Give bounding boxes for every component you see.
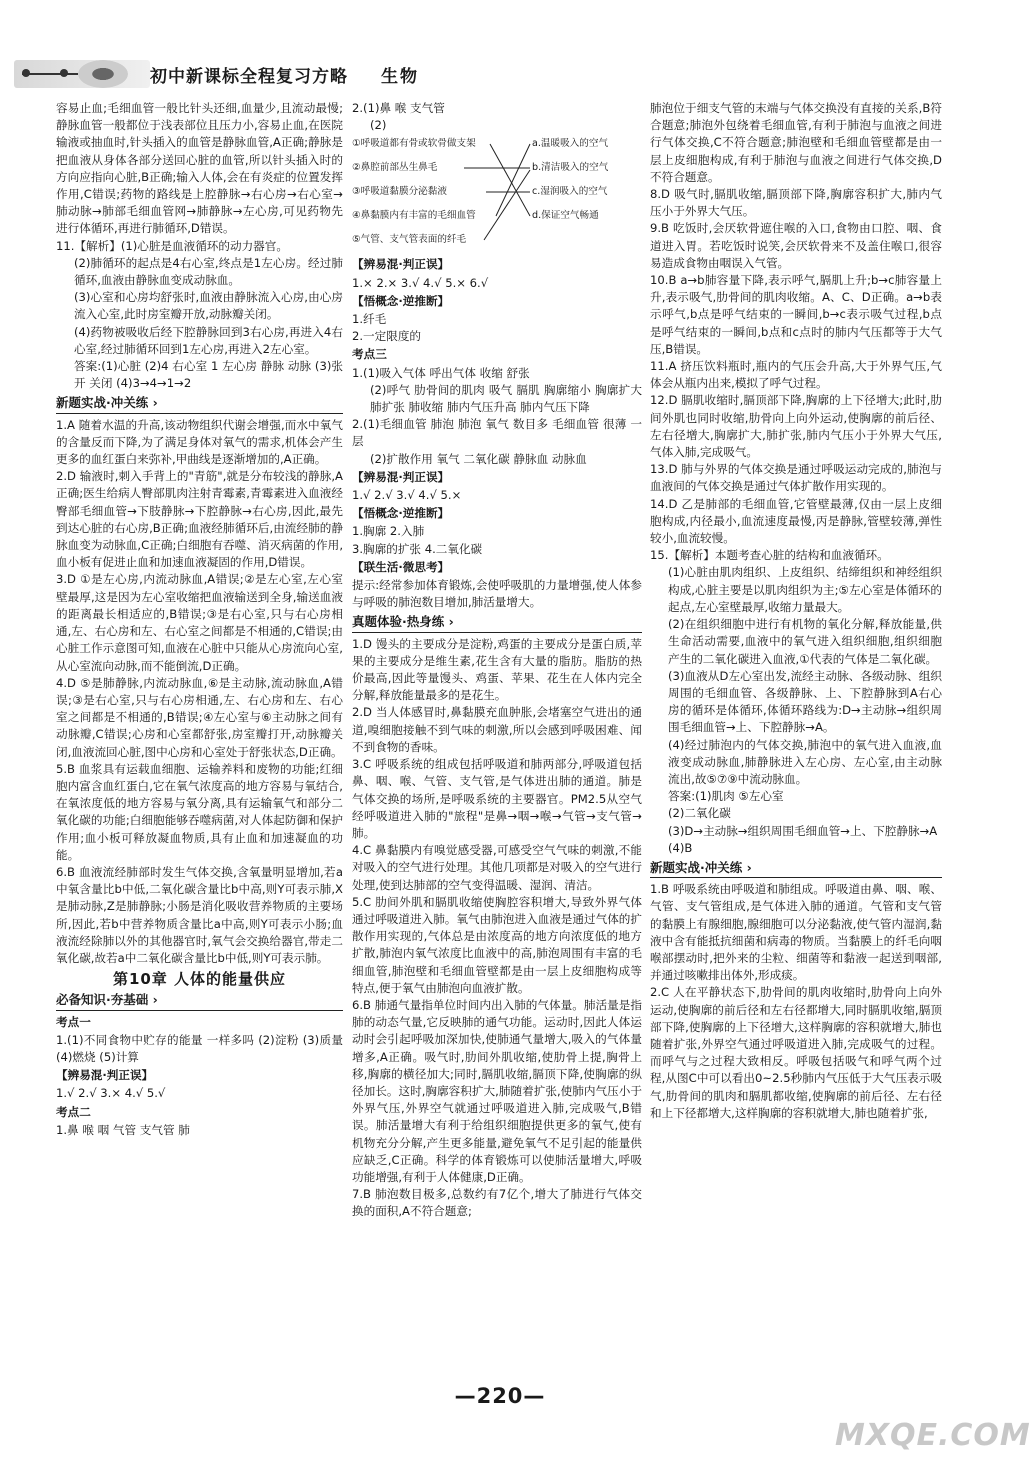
answer-text: (3)血液从D左心室出发,流经主动脉、各级动脉、组织周围的毛细血管、各级静脉、上、下腔静脉到A右心房的循环是体循环,体循环路线为:D→主动脉→组织周围毛细血管→上、下腔静脉→A。 [668,668,942,735]
answer-text: 2.D 当人体感冒时,鼻黏膜充血肿胀,会堵塞空气进出的通道,嗅细胞接触不到气味的刺激,所以会感到呼吸困难、闻不到食物的香味。 [352,705,642,754]
answer-text: (1)心脏由肌肉组织、上皮组织、结缔组织和神经组织构成,心脏主要是以肌肉组织为主;⑤左心室是体循环的起点,左心室壁最厚,收缩力量最大。 [668,565,942,614]
site-watermark: MXQE.COM [835,1418,1031,1453]
answer-text: 1.纤毛 [352,312,387,327]
match-line [496,144,530,216]
answer-text: 6.B 肺通气量指单位时间内出入肺的气体量。肺活量是指肺的动态气量,它反映肺的通气功能。运动时,因此人体运动时会引起呼吸加深加快,使肺通气量增大,吸入的气体量增多,A正确。吸气时,肋间外肌收缩,使肋骨上提,胸骨上移,胸廓的横径加大;同时,膈肌收缩,膈顶下降,使胸廓的纵径加长。这时,胸廓容积扩大,肺随着扩张,使肺内气压小于外界气压,外界空气就通过呼吸道进入肺,完成吸气,B错误。肺活量增大有利于给组织细胞提供更多的氧气,使有机物充分分解,产生更多能量,避免氧气不足引起的能量供应缺乏,C正确。科学的体育锻炼可以使肺活量增大,呼吸功能增强,有利于人体健康,D正确。 [352,997,642,1184]
answer-text: (2) [370,118,387,133]
answer-text: (4)经过肺泡内的气体交换,肺泡中的氧气进入血液,血液变成动脉血,肺静脉进入左心房、左心室,由主动脉流出,故⑤⑦⑨中流动脉血。 [668,737,942,786]
answer-text: 8.D 吸气时,膈肌收缩,膈顶部下降,胸廓容积扩大,肺内气压小于外界大气压。 [650,187,942,219]
answer-text: 2.一定限度的 [352,329,422,344]
answer-text: 3.D ①是左心房,内流动脉血,A错误;②是左心室,左心室壁最厚,这是因为左心室收缩把血液输送到全身,输送血液的距离最长相适应的,B错误;③是右心室,只与右心房相通,左、右心房和左、右心室之间都是不相通的,C错误;由心脏工作示意图可知,血液在心脏中只能从心房流向心室,从心室流向动脉,而不能倒流,D正确。 [56,572,343,673]
answer-text: 10.B a→b肺容量下降,表示呼气,膈肌上升;b→c肺容量上升,表示吸气,肋骨间的肌肉收缩。A、C、D正确。a→b表示呼气,b点是呼气结束的一瞬间,b→c表示吸气过程,b点是呼气结束的一瞬间,b点和c点时的肺内气压都等于大气压,B错误。 [650,273,942,356]
answer-text: 1.胸廓 2.入肺 [352,524,425,539]
answer-text: 5.C 肋间外肌和膈肌收缩使胸腔容积增大,导致外界气体通过呼吸道进入肺。氧气由肺泡进入血液是通过气体的扩散作用实现的,气体总是由浓度高的地方向浓度低的地方扩散,肺泡内氧气浓度比血液中的高,肺泡周围有丰富的毛细血管,肺泡壁和毛细血管壁都是由一层上皮细胞构成等特点,便于氧气由肺泡向血液扩散。 [352,894,642,995]
match-left-item: ③呼吸道黏膜分泌黏液 [352,186,447,198]
answer-text: (3)心室和心房均舒张时,血液由静脉流入心房,由心房流入心室,此时房室瓣开放,动脉瓣关闭。 [74,290,343,322]
match-left-item: ⑤气管、支气管表面的纤毛 [352,234,467,246]
answer-text: 1.D 馒头的主要成分是淀粉,鸡蛋的主要成分是蛋白质,苹果的主要成分是维生素,花生含有大量的脂肪。脂肪的热价最高,因此等量馒头、鸡蛋、苹果、花生在人体内完全分解,释放能量最多的是花生。 [352,636,642,703]
answer-text: 7.B 肺泡数目极多,总数约有7亿个,增大了肺进行气体交换的面积,A不符合题意; [352,1187,642,1219]
answer-text: 答案:(1)心脏 (2)4 右心室 1 左心房 静脉 动脉 (3)张开 关闭 (4)3→4→1→2 [74,359,343,391]
answer-text: (4)药物被吸收后经下腔静脉回到3右心房,再进入4右心室,经过肺循环回到1左心房,再进入2左心室。 [74,324,343,356]
answer-text: (4)B [668,840,693,855]
answer-text: (2)二氧化碳 [668,806,731,821]
answer-text: 4.C 鼻黏膜内有嗅觉感受器,可感受空气气味的刺激,不能对吸入的空气进行处理。其他几项都是对吸入的空气进行处理,使到达肺部的空气变得温暖、湿润、清洁。 [352,843,642,892]
header-dot [60,69,68,77]
book-logo-icon [78,60,128,88]
book-title: 初中新课标全程复习方略 [150,67,348,87]
subheading: 【悟概念·逆推断】 [352,506,450,521]
match-right-item: a.温暖吸入的空气 [532,138,609,150]
answer-text: 2.D 输液时,刺入手背上的"青筋",就是分布较浅的静脉,A正确;医生给病人臀部肌肉注射青霉素,青霉素进入血液经臀部毛细血管→下肢静脉→下腔静脉→右心房,因此,最先到达心脏的右心房,B正确;血液经肺循环后,由流经肺的静脉血变为动脉血,C正确;白细胞有吞噬、消灭病菌的作用,血小板有促进止血和加速血液凝固的作用,D错误。 [56,469,343,570]
subheading: 【辨易混·判正误】 [56,1068,154,1083]
answer-text: 容易止血;毛细血管一般比针头还细,血量少,且流动最慢;静脉血管一般都位于浅表部位且压力小,容易止血,在医院输液或抽血时,针头插入的血管是静脉血管,A正确;静脉是把血液从身体各部分送回心脏的血管,所以针头插入时的方向应指向心脏,B正确;输入人体,会在有炎症的位置发挥作用,C错误;药物的路线是上腔静脉→右心房→右心室→肺动脉→肺部毛细血管网→肺静脉→左心房,可见药物先进行体循环,再进行肺循环,D错误。 [56,101,343,236]
answer-text: (2)在组织细胞中进行有机物的氧化分解,释放能量,供生命活动需要,血液中的氧气进入组织细胞,组织细胞产生的二氧化碳进入血液,①代表的气体是二氧化碳。 [668,617,942,666]
answer-text: 2.C 人在平静状态下,肋骨间的肌肉收缩时,肋骨向上向外运动,使胸廓的前后径和左右径都增大,同时膈肌收缩,膈顶部下降,使胸廓的上下径增大,这样胸廓的容积就增大,肺也随着扩张,外界空气通过呼吸道进入肺,完成吸气的过程。而呼气与之过程大致相反。呼吸包括吸气和呼气两个过程,从图C中可以看出0~2.5秒肺内气压低于大气压表示吸气,肋骨间的肌肉和膈肌都收缩,使胸廓的前后径、左右径和上下径都增大,这样胸廓的容积就增大,肺也随着扩张, [650,985,942,1120]
section-heading: 真题体验·热身练 › [352,613,642,632]
match-right-item: b.清洁吸入的空气 [532,162,609,174]
answer-text: 3.C 呼吸系统的组成包括呼吸道和肺两部分,呼吸道包括鼻、咽、喉、气管、支气管,是气体进出肺的通道。肺是气体交换的场所,是呼吸系统的主要器官。PM2.5从空气经呼吸道进入肺的"旅程"是鼻→咽→喉→气管→支气管→肺。 [352,757,642,840]
header-line [22,73,78,75]
page-number: —220— [454,1384,546,1408]
answer-text: (3)D→主动脉→组织周围毛细血管→上、下腔静脉→A [668,823,938,838]
answer-text: 1.鼻 喉 咽 气管 支气管 肺 [56,1122,190,1137]
section-heading: 新题实战·冲关练 › [56,394,343,413]
page-header [0,0,1000,100]
match-line [484,170,530,240]
subheading: 【辨易混·判正误】 [352,469,450,484]
answer-text: 1.√ 2.√ 3.× 4.√ 5.√ [56,1086,166,1101]
column-left [56,100,343,1139]
answer-text: 11.【解析】(1)心脏是血液循环的动力器官。 [56,238,288,253]
subheading: 【辨易混·判正误】 [352,257,450,272]
matching-lines [352,136,642,254]
answer-text: 1.B 呼吸系统由呼吸道和肺组成。呼吸道由鼻、咽、喉、气管、支气管组成,是气体进入肺的通道。气管和支气管的黏膜上有腺细胞,腺细胞可以分泌黏液,使气管内湿润,黏液中含有能抵抗细菌和病毒的物质。当黏膜上的纤毛向咽喉部摆动时,把外来的尘粒、细菌等和黏液一起送到咽部,并通过咳嗽排出体外,形成痰。 [650,882,942,983]
answer-text: 4.D ⑤是肺静脉,内流动脉血,⑥是主动脉,流动脉血,A错误;③是右心室,只与右心房相通,左、右心房和左、右心室之间都是不相通的,B错误;④左心室与⑥主动脉之间有动脉瓣,C错误;心房和心室都舒张,房室瓣打开,动脉瓣关闭,血液流回心脏,图中心房和心室处于舒张状态,D正确。 [56,675,343,759]
match-left-item: ④鼻黏膜内有丰富的毛细血管 [352,210,476,222]
answer-text: 1.√ 2.√ 3.√ 4.√ 5.× [352,488,462,503]
matching-diagram [352,136,642,254]
answer-text: 11.A 挤压饮料瓶时,瓶内的气压会升高,大于外界气压,气体会从瓶内出来,模拟了呼气过程。 [650,359,942,391]
answer-text: 12.D 膈肌收缩时,膈顶部下降,胸廓的上下径增大;此时,肋间外肌也同时收缩,肋骨向上向外运动,使胸廓的前后径、左右径增大,胸廓扩大,肺扩张,肺内气压小于外界大气压,气体入肺,完成吸气。 [650,393,942,460]
answer-text: 2.(1)鼻 喉 支气管 [352,101,445,115]
subject-label: 生物 [381,67,419,87]
answer-text: 提示:经常参加体育锻炼,会使呼吸肌的力量增强,使人体参与呼吸的肺泡数目增加,肺活量增大。 [352,578,642,610]
answer-text: (2)呼气 肋骨间的肌肉 吸气 膈肌 胸廓缩小 胸廓扩大 肺扩张 肺收缩 肺内气压升高 肺内气压下降 [370,382,642,415]
section-heading: 必备知识·夯基础 › [56,991,343,1010]
answer-text: 3.胸廓的扩张 4.二氧化碳 [352,541,483,556]
answer-text: 13.D 肺与外界的气体交换是通过呼吸运动完成的,肺泡与血液间的气体交换是通过气体扩散作用实现的。 [650,462,942,494]
answer-text: (2)肺循环的起点是4右心室,终点是1左心房。经过肺循环,血液由静脉血变成动脉血。 [74,255,343,288]
answer-text: 2.(1)毛细血管 肺泡 肺泡 氧气 数目多 毛细血管 很薄 一层 [352,417,642,449]
column-right [650,100,942,1122]
answer-text: 答案:(1)肌肉 ⑤左心室 [668,789,784,804]
answer-text: 5.B 血浆具有运载血细胞、运输养料和废物的功能;红细胞内富含血红蛋白,它在氧气浓度高的地方容易与氧结合,在氧浓度低的地方容易与氧分离,具有运输氧气和部分二氧化碳的功能;白细胞能够吞噬病菌,对人体起防御和保护作用;血小板可释放凝血物质,具有止血和加速凝血的功能。 [56,761,343,862]
answer-text: 6.B 血液流经肺部时发生气体交换,含氧量明显增加,若a中氧含量比b中低,二氧化碳含量比b中高,则Y可表示肺,X是肺动脉,Z是肺静脉;小肠是消化吸收营养物质的主要场所,因此,若b中营养物质含量比a中高,则Y可表示小肠;血液流经除肺以外的其他器官时,氧气会交换给器官,带走二氧化碳,故若a中二氧化碳含量比b中低,则Y可表示肺。 [56,864,343,965]
subheading: 考点一 [56,1014,91,1029]
subheading: 考点二 [56,1104,91,1119]
answer-text: 1.A 随着水温的升高,该动物组织代谢会增强,而水中氧气的含量反而下降,为了满足身体对氧气的需求,机体会产生更多的血红蛋白来弥补,甲曲线是逐渐增加的,A正确。 [56,417,343,467]
answer-text: 9.B 吃饭时,会厌软骨遮住喉的入口,食物由口腔、咽、食道进入胃。若吃饭时说笑,会厌软骨来不及盖住喉口,很容易造成食物由咽误入气管。 [650,221,942,270]
answer-text: 1.(1)不同食物中贮存的能量 一样多吗 (2)淀粉 (3)质量 (4)燃烧 (5)计算 [56,1032,343,1064]
answer-text: 肺泡位于细支气管的末端与气体交换没有直接的关系,B符合题意;肺泡外包绕着毛细血管,有利于肺泡与血液之间进行气体交换,C不符合题意;肺泡壁和毛细血管壁都是由一层上皮细胞构成,有利于肺泡与血液之间进行气体交换,D不符合题意。 [650,101,942,184]
chapter-title: 第10章 人体的能量供应 [112,970,287,989]
column-middle [352,100,642,1221]
answer-text: 15.【解析】本题考查心脏的结构和血液循环。 [650,548,889,563]
match-left-item: ①呼吸道都有骨或软骨做支架 [352,138,476,150]
subheading: 【联生活·微思考】 [352,559,450,574]
answer-text: (2)扩散作用 氧气 二氧化碳 静脉血 动脉血 [370,451,587,466]
section-heading: 新题实战·冲关练 › [650,859,942,878]
answer-text: 14.D 乙是肺部的毛细血管,它管壁最薄,仅由一层上皮细胞构成,内径最小,血流速度最慢,丙是静脉,管壁较薄,弹性较小,血流较慢。 [650,496,942,546]
match-left-item: ②鼻腔前部丛生鼻毛 [352,162,438,174]
answer-text: 1.(1)吸入气体 呼出气体 收缩 舒张 [352,365,530,380]
match-right-item: d.保证空气畅通 [532,210,599,222]
header-dot [22,69,30,77]
answer-text: 1.× 2.× 3.√ 4.√ 5.× 6.√ [352,275,489,290]
subheading: 考点三 [352,347,387,362]
subheading: 【悟概念·逆推断】 [352,293,450,308]
match-right-item: c.湿润吸入的空气 [532,186,608,198]
